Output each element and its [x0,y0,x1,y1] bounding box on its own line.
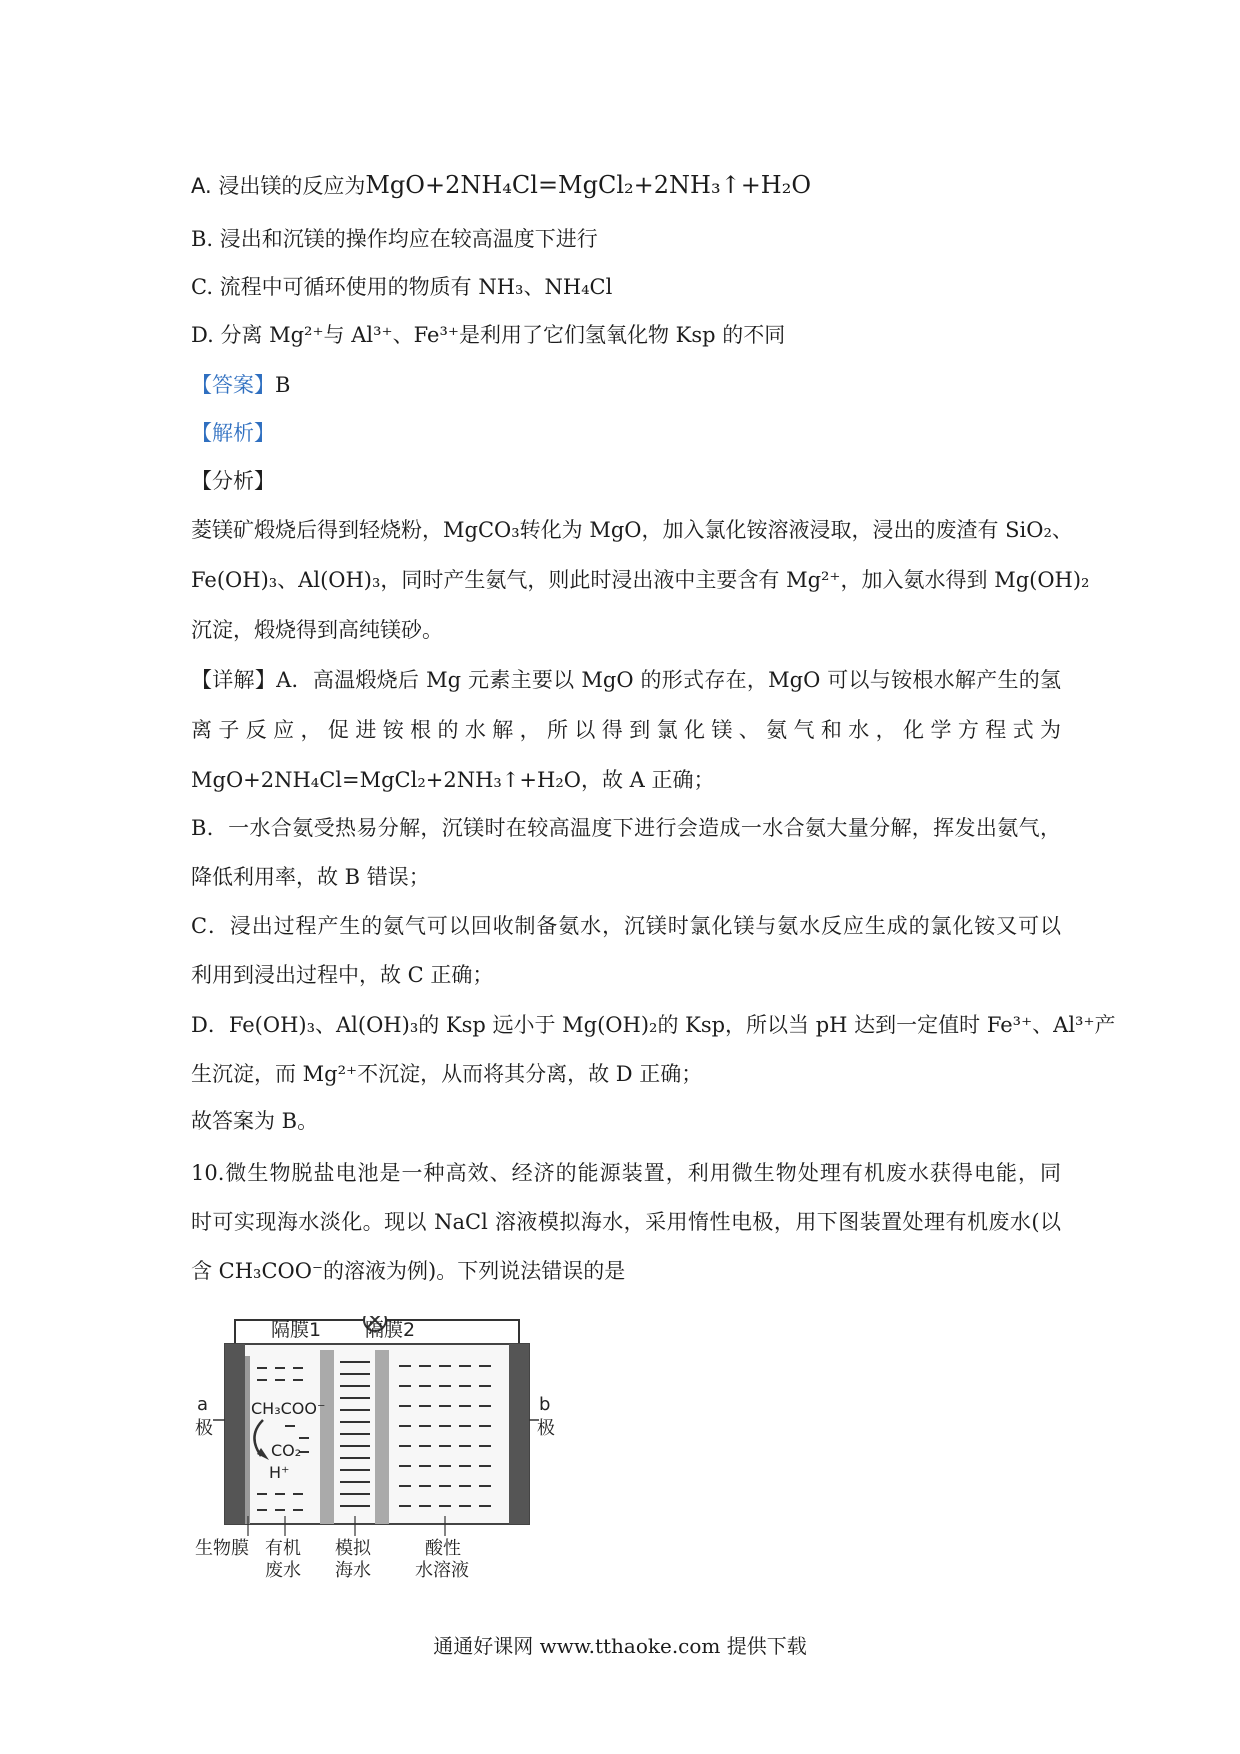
detail-a-line-3: MgO+2NH₄Cl=MgCl₂+2NH₃↑+H₂O，故 A 正确； [191,768,715,792]
detail-d-line-1: D．Fe(OH)₃、Al(OH)₃的 Ksp 远小于 Mg(OH)₂的 Ksp，所以当 pH 达到一定值时 Fe³⁺、Al³⁺产 [191,1013,1116,1037]
electrode-b-char: 极 [537,1418,555,1439]
detail-d-line-2: 生沉淀，而 Mg²⁺不沉淀，从而将其分离，故 D 正确； [191,1062,703,1086]
membrane-2-label: 隔膜2 [365,1319,416,1341]
option-a [191,172,811,199]
electrode-b-letter: b [539,1394,551,1415]
species-acetate: CH₃COO⁻ [251,1399,326,1418]
label-organic-line1: 有机 [265,1538,301,1559]
detail-a1: A．高温煅烧后 Mg 元素主要以 MgO 的形式存在，MgO 可以与铵根水解产生的氢 [276,668,1062,692]
option-c: C. 流程中可循环使用的物质有 NH₃、NH₄Cl [191,275,613,299]
detail-c-line-2: 利用到浸出过程中，故 C 正确； [191,963,494,987]
label-biofilm: 生物膜 [195,1538,249,1559]
option-d: D. 分离 Mg²⁺与 Al³⁺、Fe³⁺是利用了它们氢氧化物 Ksp 的不同 [191,323,786,347]
detail-conclusion: 故答案为 B。 [191,1109,319,1133]
desalination-cell-diagram [195,1316,565,1586]
species-co2: CO₂ [271,1441,302,1460]
detail-b-line-2: 降低利用率，故 B 错误； [191,865,430,889]
fenxi-heading: 【分析】 [191,469,275,493]
answer-value: B [275,373,291,397]
membrane-2 [375,1350,389,1524]
option-b: B. 浸出和沉镁的操作均应在较高温度下进行 [191,227,598,251]
detail-a-line-1 [191,667,1061,693]
label-organic-line2: 废水 [265,1560,301,1581]
electrode-b [509,1344,529,1524]
q10-line-1: 10.微生物脱盐电池是一种高效、经济的能源装置，利用微生物处理有机废水获得电能，同 [191,1161,1061,1185]
label-acidic-line1: 酸性 [425,1538,461,1559]
detail-c-line-1: C．浸出过程产生的氨气可以回收制备氨水，沉镁时氯化镁与氨水反应生成的氯化铵又可以 [191,914,1061,938]
biofilm [245,1356,250,1524]
label-seawater-line2: 海水 [335,1560,371,1581]
membrane-1 [320,1350,334,1524]
species-h-plus: H⁺ [269,1463,290,1482]
label-acidic-line2: 水溶液 [415,1560,469,1581]
electrode-a [225,1344,245,1524]
answer-label: 【答案】 [191,373,275,397]
detail-b-line-1: B．一水合氨受热易分解，沉镁时在较高温度下进行会造成一水合氨大量分解，挥发出氨气， [191,816,1061,840]
detail-a-line-2: 离子反应，促进铵根的水解，所以得到氯化镁、氨气和水，化学方程式为 [191,718,1061,742]
q10-line-3: 含 CH₃COO⁻的溶液为例)。下列说法错误的是 [191,1259,626,1283]
answer [191,372,290,398]
option-a-formula: MgO+2NH₄Cl=MgCl₂+2NH₃↑+H₂O [365,171,812,199]
analysis-line-2: Fe(OH)₃、Al(OH)₃，同时产生氨气，则此时浸出液中主要含有 Mg²⁺，加入氨水得到 Mg(OH)₂ [191,568,1090,592]
membrane-1-label: 隔膜1 [271,1319,322,1341]
page-footer: 通通好课网 www.tthaoke.com 提供下载 [433,1634,807,1658]
electrode-a-char: 极 [195,1418,213,1439]
analysis-line-1: 菱镁矿煅烧后得到轻烧粉，MgCO₃转化为 MgO，加入氯化铵溶液浸取，浸出的废渣有 SiO₂、 [191,518,1073,542]
option-a-text: 浸出镁的反应为 [218,174,366,198]
electrode-a-letter: a [197,1394,209,1415]
detail-label: 【详解】 [191,668,277,692]
option-a-prefix: A. [191,174,212,198]
jiexi-heading: 【解析】 [191,421,275,445]
label-seawater-line1: 模拟 [335,1538,371,1559]
q10-line-2: 时可实现海水淡化。现以 NaCl 溶液模拟海水，采用惰性电极，用下图装置处理有机废水(以 [191,1210,1061,1234]
analysis-line-3: 沉淀，煅烧得到高纯镁砂。 [191,618,443,642]
